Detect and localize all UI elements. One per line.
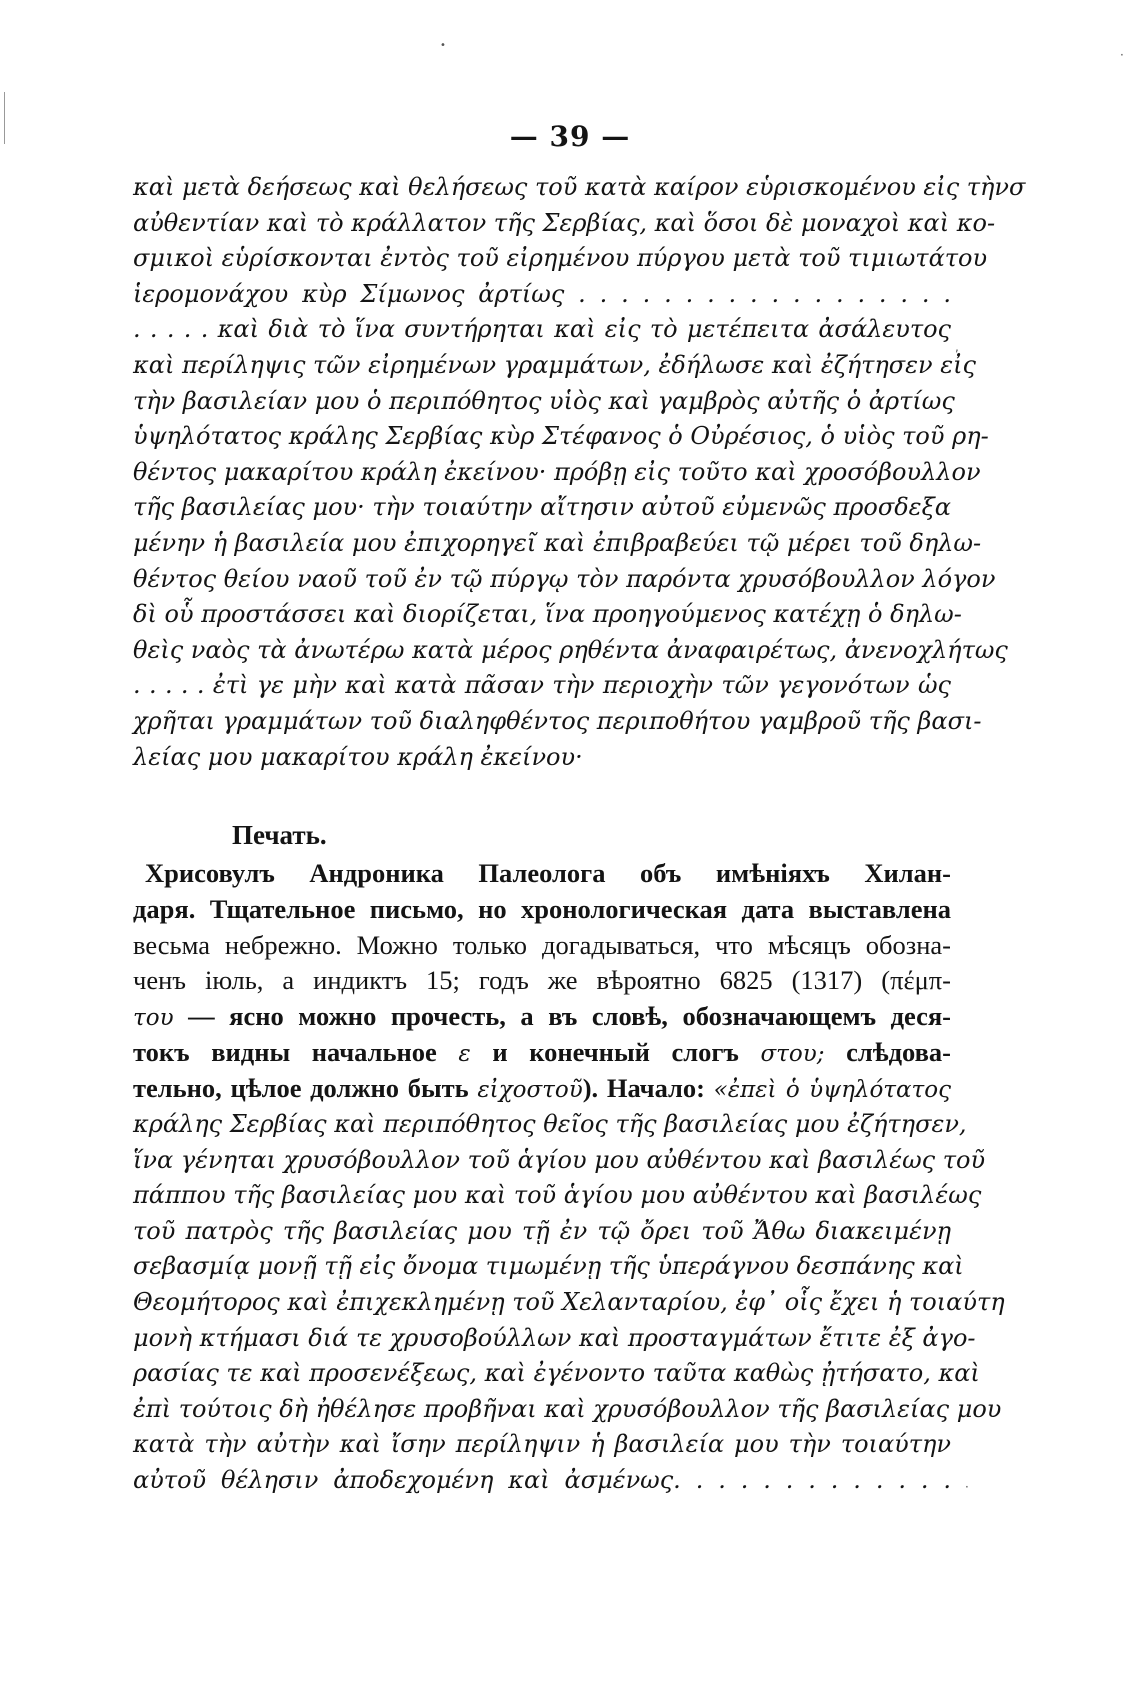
text-line: μονὴ κτήμασι διά τε χρυσοβούλλων καὶ προσταγμάτων ἔτιτε ἐξ ἀγο- [133, 1323, 976, 1352]
text-line: τὴν βασιλείαν μου ὁ περιπόθητος υἱὸς καὶ γαμβρὸς αὐτῆς ὁ ἀρτίως [133, 386, 955, 415]
text-line: αὐτοῦ θέλησιν ἀποδεχομένη καὶ ἀσμένως. . . . . . . . . . . . . [133, 1465, 951, 1494]
text-line: ἐπὶ τούτοις δὴ ἠθέλησε προβῆναι καὶ χρυσόβουλλον τῆς βασιλείας μου [133, 1394, 1002, 1423]
text-line: ἱερομονάχου κὺρ Σίμωνος ἀρτίως . . . . . . . . . . . . . . . . . . [133, 279, 951, 308]
text-line: ченъ іюль, а индиктъ 15; годъ же вѣроятно 6825 (1317) (πέμπ- [133, 965, 951, 996]
text-line: θέντος μακαρίτου κράλη ἐκείνου· πρόβῃ εἰς τοῦτο καὶ χροσόβουλλον [133, 457, 981, 486]
text-line: πάππου τῆς βασιλείας μου καὶ τοῦ ἁγίου μου αὐθέντου καὶ βασιλέως [133, 1181, 982, 1210]
text-line: σμικοὶ εὑρίσκονται ἐντὸς τοῦ εἰρημένου πύργου μετὰ τοῦ τιμιωτάτου [133, 244, 988, 273]
text-line: αὐθεντίαν καὶ τὸ κράλλατον τῆς Σερβίας, καὶ ὅσοι δὲ μοναχοὶ καὶ κο- [133, 208, 996, 237]
text-line: σεβασμίᾳ μονῇ τῇ εἰς ὄνομα τιμωμένῃ τῆς ὑπεράγνου δεσπάνης καὶ [133, 1252, 964, 1281]
russian-fragment: и конечный слогъ [470, 1036, 761, 1067]
greek-fragment: εἰχοστοῦ [477, 1076, 583, 1103]
text-line: ἵνα γένηται χρυσόβουλλον τοῦ ἁγίου μου αὐθέντου καὶ βασιλέως τοῦ [133, 1145, 986, 1174]
text-line: ρασίας τε καὶ προσενέξεως, καὶ ἐγένοντο ταῦτα καθὼς ᾐτήσατο, καὶ [133, 1359, 980, 1388]
text-line [133, 999, 951, 1035]
text-line: λείας μου μακαρίτου κράλη ἐκείνου· [133, 742, 583, 771]
greek-fragment: ε [458, 1040, 471, 1067]
text-line: весьма небрежно. Можно только догадываться, что мѣсяцъ обозна- [133, 929, 951, 960]
russian-fragment: токъ видны начальное [133, 1036, 459, 1067]
text-line: θέντος θείου ναοῦ τοῦ ἐν τῷ πύργῳ τὸν παρόντα χρυσόβουλλον λόγον [133, 564, 996, 593]
text-line: καὶ περίληψις τῶν εἰρημένων γραμμάτων, ἐδήλωσε καὶ ἐζήτησεν εἰς [133, 350, 976, 379]
text-line: Хрисовулъ Андроника Палеолога объ имѣніяхъ Хилан- [145, 858, 951, 888]
text-line: μένην ἡ βασιλεία μου ἐπιχορηγεῖ καὶ ἐπιβραβεύει τῷ μέρει τοῦ δηλω- [133, 528, 982, 557]
russian-fragment: тельно, цѣлое должно быть [133, 1072, 478, 1103]
text-line: τοῦ πατρὸς τῆς βασιλείας μου τῇ ἐν τῷ ὄρει τοῦ Ἄθω διακειμένῃ [133, 1216, 951, 1245]
text-line: κράλης Σερβίας καὶ περιπόθητος θεῖος τῆς βασιλείας μου ἐζήτησεν, [133, 1110, 967, 1138]
text-line: Θεομήτορος καὶ ἐπιχεκλημένῃ τοῦ Χελανταρίου, ἐφ᾽ οἷς ἔχει ἡ τοιαύτη [133, 1287, 1005, 1316]
margin-speck: , [955, 340, 959, 354]
text-line: δὶ οὗ προστάσσει καὶ διορίζεται, ἵνα προηγούμενος κατέχῃ ὁ δηλω- [133, 600, 962, 629]
russian-fragment: ). Начало: [582, 1072, 714, 1103]
greek-fragment: στου; [760, 1040, 825, 1067]
seal-label: Печать. [232, 820, 327, 850]
greek-fragment: του [133, 1005, 174, 1032]
greek-incipit [133, 1107, 1005, 1499]
text-line: . . . . . καὶ διὰ τὸ ἵνα συντήρηται καὶ εἰς τὸ μετέπειτα ἀσάλευτος [133, 315, 951, 344]
margin-speck: · [965, 1480, 969, 1494]
text-line: даря. Тщательное письмо, но хронологическая дата выставлена [133, 893, 951, 924]
text-line [133, 1035, 951, 1071]
text-line: χρῆται γραμμάτων τοῦ διαληφθέντος περιποθήτου γαμβροῦ τῆς βασι- [133, 706, 982, 735]
text-line: τῆς βασιλείας μου· τὴν τοιαύτην αἴτησιν αὐτοῦ εὐμενῶς προσδεξα [133, 493, 951, 522]
text-line: ὑψηλότατος κράλης Σερβίας κὺρ Στέφανος ὁ Οὐρέσιος, ὁ υἱὸς τοῦ ρη- [133, 422, 989, 451]
greek-fragment: «ἐπεὶ ὁ ὑψηλότατος [713, 1076, 951, 1103]
greek-passage [133, 170, 1026, 775]
text-line: θεὶς ναὸς τὰ ἀνωτέρω κατὰ μέρος ρηθέντα ἀναφαιρέτως, ἀνενοχλήτως [133, 635, 1008, 664]
russian-fragment: — ясно можно прочесть, а въ словѣ, обозначающемъ деся- [173, 1001, 951, 1032]
margin-speck: · [1120, 48, 1124, 62]
russian-fragment: слѣдова- [824, 1036, 951, 1067]
text-line [133, 1071, 951, 1107]
margin-speck: • [440, 40, 446, 51]
text-line: καὶ μετὰ δεήσεως καὶ θελήσεως τοῦ κατὰ καίρον εὑρισκομένου εἰς τὴνσ [133, 173, 1026, 201]
page-number: — 39 — [509, 120, 631, 153]
text-line: κατὰ τὴν αὐτὴν καὶ ἴσην περίληψιν ἡ βασιλεία μου τὴν τοιαύτην [133, 1430, 951, 1459]
russian-commentary [133, 856, 951, 1107]
text-line: . . . . . ἐτὶ γε μὴν καὶ κατὰ πᾶσαν τὴν περιοχὴν τῶν γεγονότων ὡς [133, 671, 951, 700]
